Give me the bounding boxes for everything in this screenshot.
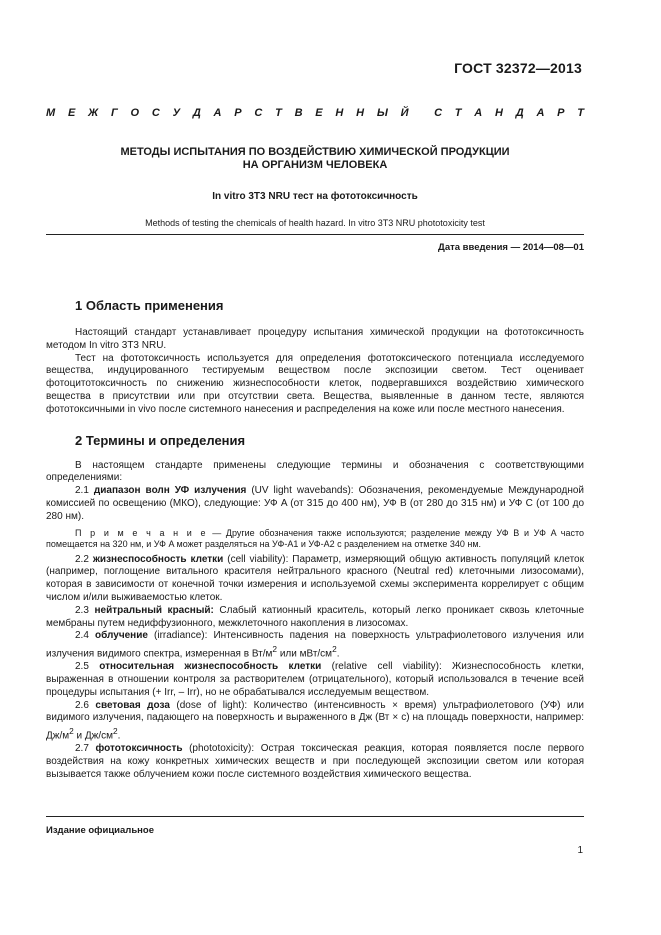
banner-letter: С [151,107,160,119]
banner-letter: Ж [88,107,99,119]
term-name: нейтральный красный: [94,604,214,616]
footer-divider [46,816,584,817]
term-definition-cont: или мВт/см [277,648,333,660]
introduction-date: Дата введения — 2014—08—01 [438,242,584,253]
note-2-1 [46,528,584,551]
header-divider [46,234,584,235]
banner-letter: У [172,107,181,119]
banner-letter: Т [275,107,282,119]
section-1-heading: 1 Область применения [75,298,224,313]
note-label: П р и м е ч а н и е [75,527,208,538]
banner-letter: О [130,107,140,119]
banner-letter: Е [315,107,323,119]
term-2-7 [46,743,584,781]
term-number: 2.3 [75,604,89,616]
banner-letter: А [474,107,483,119]
term-2-2 [46,554,584,605]
superscript: 2 [69,726,74,737]
term-definition-cont: и Дж/см [73,730,114,742]
banner-letter: Т [454,107,462,119]
banner-letter: Н [495,107,503,119]
banner-letter: Й [400,107,409,119]
term-2-1 [46,485,584,523]
term-name: относительная жизнеспособность клетки [99,661,322,673]
superscript: 2 [332,644,337,655]
superscript: 2 [272,644,278,655]
title-block [46,146,584,228]
term-number: 2.2 [75,553,89,565]
term-name: диапазон волн УФ излучения [93,485,247,497]
banner-letter: Ы [376,107,388,119]
superscript: 2 [113,726,118,737]
banner-letter: А [536,107,545,119]
term-name: облучение [95,630,148,642]
term-definition-end: . [117,730,121,742]
term-name: жизнеспособность клетки [92,553,224,565]
banner-letter: А [213,107,222,119]
term-name: световая доза [95,699,170,711]
term-2-5 [46,661,584,699]
term-number: 2.1 [75,485,89,497]
banner-letter: М [46,107,56,119]
banner-letter: Н [356,107,365,119]
term-number: 2.7 [75,743,89,755]
section-1-paragraph-2: Тест на фототоксичность используется для определения фототоксического потенциала исследуемого вещества, индуцированного тестируемым веществом после экспозиции светом. Тест оценивает фотоцитотоксичность по снижению жизнеспособности клеток, подвергавшихся воздействию химического вещества в присутствии или при отсутствии света. Вещества, выявленные в данном тесте, являются фототоксичными in vivo после системного нанесения и распределения на коже или после местного нанесения. [46,352,584,415]
term-number: 2.5 [75,661,89,673]
term-2-4 [46,630,584,661]
banner-letter: Р [557,107,565,119]
document-title-en: Methods of testing the chemicals of health hazard. In vitro 3T3 NRU phototoxicity test [145,218,485,228]
section-1-paragraph-1: Настоящий стандарт устанавливает процедуру испытания химической продукции на фототоксичность методом In vitro 3T3 NRU. [46,327,584,351]
document-body [46,298,584,782]
title-line-1: МЕТОДЫ ИСПЫТАНИЯ ПО ВОЗДЕЙСТВИЮ ХИМИЧЕСКОЙ ПРОДУКЦИИ [120,146,510,158]
term-definition: Слабый катионный краситель, который легко проникает сквозь клеточные мембраны путем недиффузионного, межклеточного накопления в лизосомах. [46,604,585,629]
official-edition-label: Издание официальное [46,825,154,836]
term-definition: (cell viability): Параметр, измеряющий общую активность популяций клеток (например, поглощение витального красителя нейтрального красного (Neutral red) клеточными лизосомами), которая в зависимости от конечной точки измерения и используемой схемы эксперимента коррелирует с общим числом и/или выживаемостью клеток. [46,553,584,603]
banner-letter: Д [192,107,201,119]
document-title-ru [46,146,584,172]
banner-letter: Е [67,107,76,119]
banner-letter: Н [335,107,344,119]
document-subtitle: In vitro 3T3 NRU тест на фототоксичность [212,191,418,202]
term-definition: (dose of light): Количество (интенсивность × время) ультрафиолетового (УФ) или видимого излучения, падающего на поверхность и выраженного в Дж (Вт × с) на площадь поверхности, например: Дж/м [46,699,585,742]
banner-letter: Д [515,107,524,119]
banner-letter: Т [577,107,584,119]
term-definition: (irradiance): Интенсивность падения на поверхность ультрафиолетового излучения или излучения видимого спектра, измеренная в Вт/м [46,630,584,660]
banner-letter: С [254,107,263,119]
banner-letter: Р [234,107,242,119]
term-name: фототоксичность [95,743,183,755]
term-definition: (phototoxicity): Острая токсическая реакция, которая появляется после первого воздействия на кожу конкретных химических веществ и при последующей экспозиции светом или которая вызывается также облучением кожи после системного воздействия химического вещества. [46,743,584,780]
section-2-heading: 2 Термины и определения [75,432,246,448]
term-2-3 [46,605,584,631]
term-number: 2.4 [75,630,89,642]
banner-letter: В [294,107,303,119]
note-text: — Другие обозначения также используются; разделение между УФ B и УФ A часто помещается на 320 нм, и УФ A может разделяться на УФ-A1 и УФ-A2 с разделением на отметке 340 нм. [46,527,584,550]
term-number: 2.6 [75,699,89,711]
document-code: ГОСТ 32372—2013 [454,60,582,76]
standard-type-banner [46,107,584,119]
banner-letter: Г [111,107,118,119]
section-2-intro: В настоящем стандарте применены следующие термины и обозначения с соответствующими определениями: [46,459,584,484]
title-line-2: НА ОРГАНИЗМ ЧЕЛОВЕКА [242,159,388,171]
term-definition-end: . [336,648,340,660]
term-definition: (UV light wavebands): Обозначения, рекомендуемые Международной комиссией по освещению (МКО), следующие: УФ A (от 315 до 400 нм), УФ B (от 280 до 315 нм) и УФ C (от 100 до 280 нм). [46,485,584,522]
page-number: 1 [577,845,583,856]
term-2-6 [46,700,584,744]
term-definition: (relative cell viability): Жизнеспособность клетки, выраженная в отношении контроля за растворителем (отрицательного), который использовался в течение всей процедуры испытания (+ Irr, – Irr), но не обрабатывался исследуемым веществом. [46,661,584,698]
banner-letter: С [434,107,443,119]
